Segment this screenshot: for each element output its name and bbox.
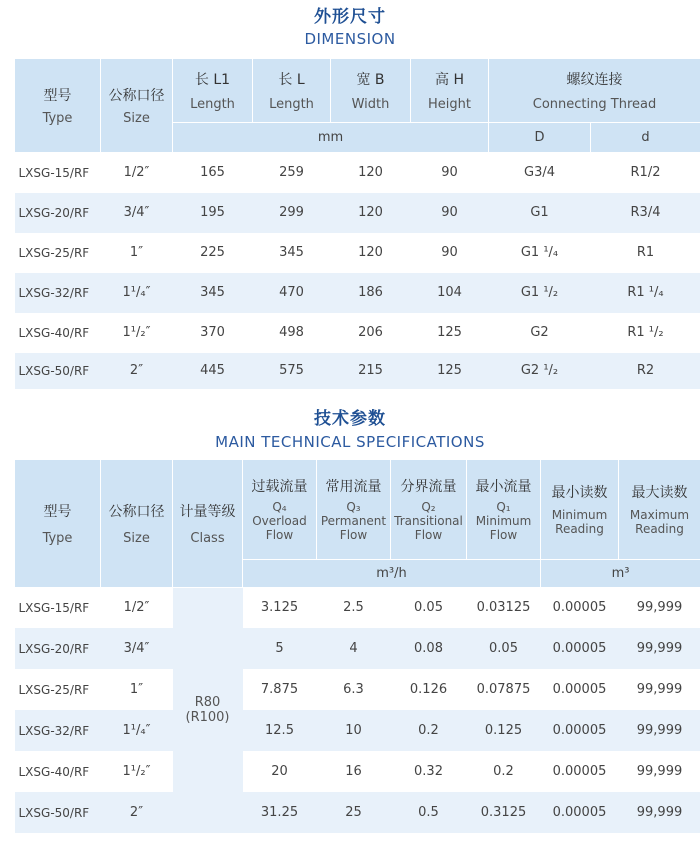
- thread-D-cell: G2 ¹/₂: [489, 353, 591, 389]
- max-reading-cell: 99,999: [619, 792, 700, 833]
- max-reading-cell: 99,999: [619, 628, 700, 669]
- q1-cell: 0.05: [467, 628, 541, 669]
- l-cell: 498: [253, 313, 331, 353]
- max-reading-cell: 99,999: [619, 669, 700, 710]
- q4-cell: 3.125: [243, 587, 317, 628]
- b-cell: 120: [331, 233, 411, 273]
- size-cell: 1/2″: [101, 153, 173, 193]
- q4-cell: 20: [243, 751, 317, 792]
- q2-cell: 0.05: [391, 587, 467, 628]
- model-cell: LXSG-32/RF: [15, 273, 101, 313]
- size-cell: 2″: [101, 353, 173, 389]
- size-cell: 1″: [101, 233, 173, 273]
- l-cell: 345: [253, 233, 331, 273]
- size-cell: 3/4″: [101, 193, 173, 233]
- size-cell: 2″: [101, 792, 173, 833]
- model-cell: LXSG-32/RF: [15, 710, 101, 751]
- q2-cell: 0.08: [391, 628, 467, 669]
- max-reading-cell: 99,999: [619, 587, 700, 628]
- l1-cell: 225: [173, 233, 253, 273]
- q1-cell: 0.3125: [467, 792, 541, 833]
- size-cell: 1¹/₂″: [101, 751, 173, 792]
- model-cell: LXSG-40/RF: [15, 313, 101, 353]
- table-row: [15, 669, 700, 710]
- dimension-table: [14, 58, 700, 389]
- q3-cell: 10: [317, 710, 391, 751]
- h-cell: 90: [411, 193, 489, 233]
- l1-cell: 445: [173, 353, 253, 389]
- b-cell: 215: [331, 353, 411, 389]
- q4-cell: 31.25: [243, 792, 317, 833]
- table-row: [15, 628, 700, 669]
- min-reading-cell: 0.00005: [541, 751, 619, 792]
- thread-d-cell: R2: [591, 353, 700, 389]
- l1-cell: 165: [173, 153, 253, 193]
- q2-cell: 0.126: [391, 669, 467, 710]
- spec-header-q2: 分界流量 Q₂ Transitional Flow: [391, 459, 467, 559]
- l-cell: 299: [253, 193, 331, 233]
- q3-cell: 16: [317, 751, 391, 792]
- q4-cell: 12.5: [243, 710, 317, 751]
- b-cell: 120: [331, 153, 411, 193]
- thread-d-cell: R1 ¹/₂: [591, 313, 700, 353]
- dim-header-thread-d: d: [591, 123, 700, 153]
- spec-header-q4: 过载流量 Q₄ Overload Flow: [243, 459, 317, 559]
- q3-cell: 4: [317, 628, 391, 669]
- thread-d-cell: R1 ¹/₄: [591, 273, 700, 313]
- h-cell: 125: [411, 313, 489, 353]
- spec-header-max: 最大读数 Maximum Reading: [619, 459, 700, 559]
- h-cell: 90: [411, 153, 489, 193]
- table-row: [15, 273, 700, 313]
- model-cell: LXSG-25/RF: [15, 669, 101, 710]
- dim-rows: [15, 153, 700, 389]
- specs-table: [14, 459, 700, 834]
- spec-header-class: 计量等级 Class: [173, 459, 243, 587]
- spec-header-unit-volume: m³: [541, 559, 700, 587]
- dim-header-l1: 长 L1 Length: [173, 59, 253, 123]
- q4-cell: 5: [243, 628, 317, 669]
- size-cell: 1¹/₄″: [101, 273, 173, 313]
- spec-rows: [15, 587, 700, 833]
- thread-D-cell: G3/4: [489, 153, 591, 193]
- l1-cell: 195: [173, 193, 253, 233]
- size-cell: 1″: [101, 669, 173, 710]
- dim-header-type: 型号 Type: [15, 59, 101, 153]
- q2-cell: 0.32: [391, 751, 467, 792]
- model-cell: LXSG-50/RF: [15, 792, 101, 833]
- model-cell: LXSG-20/RF: [15, 193, 101, 233]
- dim-header-b: 宽 B Width: [331, 59, 411, 123]
- table-row: [15, 710, 700, 751]
- l1-cell: 345: [173, 273, 253, 313]
- dim-header-thread-D: D: [489, 123, 591, 153]
- model-cell: LXSG-40/RF: [15, 751, 101, 792]
- dim-header-h: 高 H Height: [411, 59, 489, 123]
- thread-d-cell: R3/4: [591, 193, 700, 233]
- h-cell: 125: [411, 353, 489, 389]
- min-reading-cell: 0.00005: [541, 587, 619, 628]
- model-cell: LXSG-15/RF: [15, 587, 101, 628]
- q3-cell: 6.3: [317, 669, 391, 710]
- size-cell: 1¹/₄″: [101, 710, 173, 751]
- thread-d-cell: R1/2: [591, 153, 700, 193]
- l-cell: 575: [253, 353, 331, 389]
- min-reading-cell: 0.00005: [541, 792, 619, 833]
- size-cell: 3/4″: [101, 628, 173, 669]
- class-cell: R80 (R100): [173, 587, 243, 833]
- l-cell: 470: [253, 273, 331, 313]
- table-row: [15, 353, 700, 389]
- b-cell: 206: [331, 313, 411, 353]
- thread-D-cell: G1 ¹/₂: [489, 273, 591, 313]
- table-row: [15, 587, 700, 628]
- q2-cell: 0.2: [391, 710, 467, 751]
- spec-header-unit-flow: m³/h: [243, 559, 541, 587]
- q1-cell: 0.125: [467, 710, 541, 751]
- table-row: [15, 233, 700, 273]
- spec-header-type: 型号 Type: [15, 459, 101, 587]
- min-reading-cell: 0.00005: [541, 669, 619, 710]
- model-cell: LXSG-25/RF: [15, 233, 101, 273]
- q2-cell: 0.5: [391, 792, 467, 833]
- specs-title-cn: 技术参数: [0, 407, 700, 431]
- dim-header-unit: mm: [173, 123, 489, 153]
- spec-header-min: 最小读数 Minimum Reading: [541, 459, 619, 559]
- table-row: [15, 153, 700, 193]
- size-cell: 1/2″: [101, 587, 173, 628]
- l-cell: 259: [253, 153, 331, 193]
- table-row: [15, 751, 700, 792]
- spec-header-q1: 最小流量 Q₁ Minimum Flow: [467, 459, 541, 559]
- min-reading-cell: 0.00005: [541, 628, 619, 669]
- specs-title-en: MAIN TECHNICAL SPECIFICATIONS: [0, 431, 700, 453]
- h-cell: 104: [411, 273, 489, 313]
- q1-cell: 0.03125: [467, 587, 541, 628]
- max-reading-cell: 99,999: [619, 710, 700, 751]
- q3-cell: 2.5: [317, 587, 391, 628]
- model-cell: LXSG-20/RF: [15, 628, 101, 669]
- dimension-title-cn: 外形尺寸: [0, 6, 700, 28]
- l1-cell: 370: [173, 313, 253, 353]
- spec-header-q3: 常用流量 Q₃ Permanent Flow: [317, 459, 391, 559]
- b-cell: 120: [331, 193, 411, 233]
- h-cell: 90: [411, 233, 489, 273]
- thread-D-cell: G1 ¹/₄: [489, 233, 591, 273]
- table-row: [15, 792, 700, 833]
- model-cell: LXSG-15/RF: [15, 153, 101, 193]
- dimension-title-en: DIMENSION: [0, 28, 700, 50]
- q1-cell: 0.07875: [467, 669, 541, 710]
- table-row: [15, 193, 700, 233]
- q4-cell: 7.875: [243, 669, 317, 710]
- max-reading-cell: 99,999: [619, 751, 700, 792]
- q1-cell: 0.2: [467, 751, 541, 792]
- thread-D-cell: G1: [489, 193, 591, 233]
- dim-header-size: 公称口径 Size: [101, 59, 173, 153]
- size-cell: 1¹/₂″: [101, 313, 173, 353]
- thread-D-cell: G2: [489, 313, 591, 353]
- table-row: [15, 313, 700, 353]
- dim-header-thread: 螺纹连接 Connecting Thread: [489, 59, 700, 123]
- model-cell: LXSG-50/RF: [15, 353, 101, 389]
- b-cell: 186: [331, 273, 411, 313]
- thread-d-cell: R1: [591, 233, 700, 273]
- dim-header-l: 长 L Length: [253, 59, 331, 123]
- spec-header-size: 公称口径 Size: [101, 459, 173, 587]
- q3-cell: 25: [317, 792, 391, 833]
- min-reading-cell: 0.00005: [541, 710, 619, 751]
